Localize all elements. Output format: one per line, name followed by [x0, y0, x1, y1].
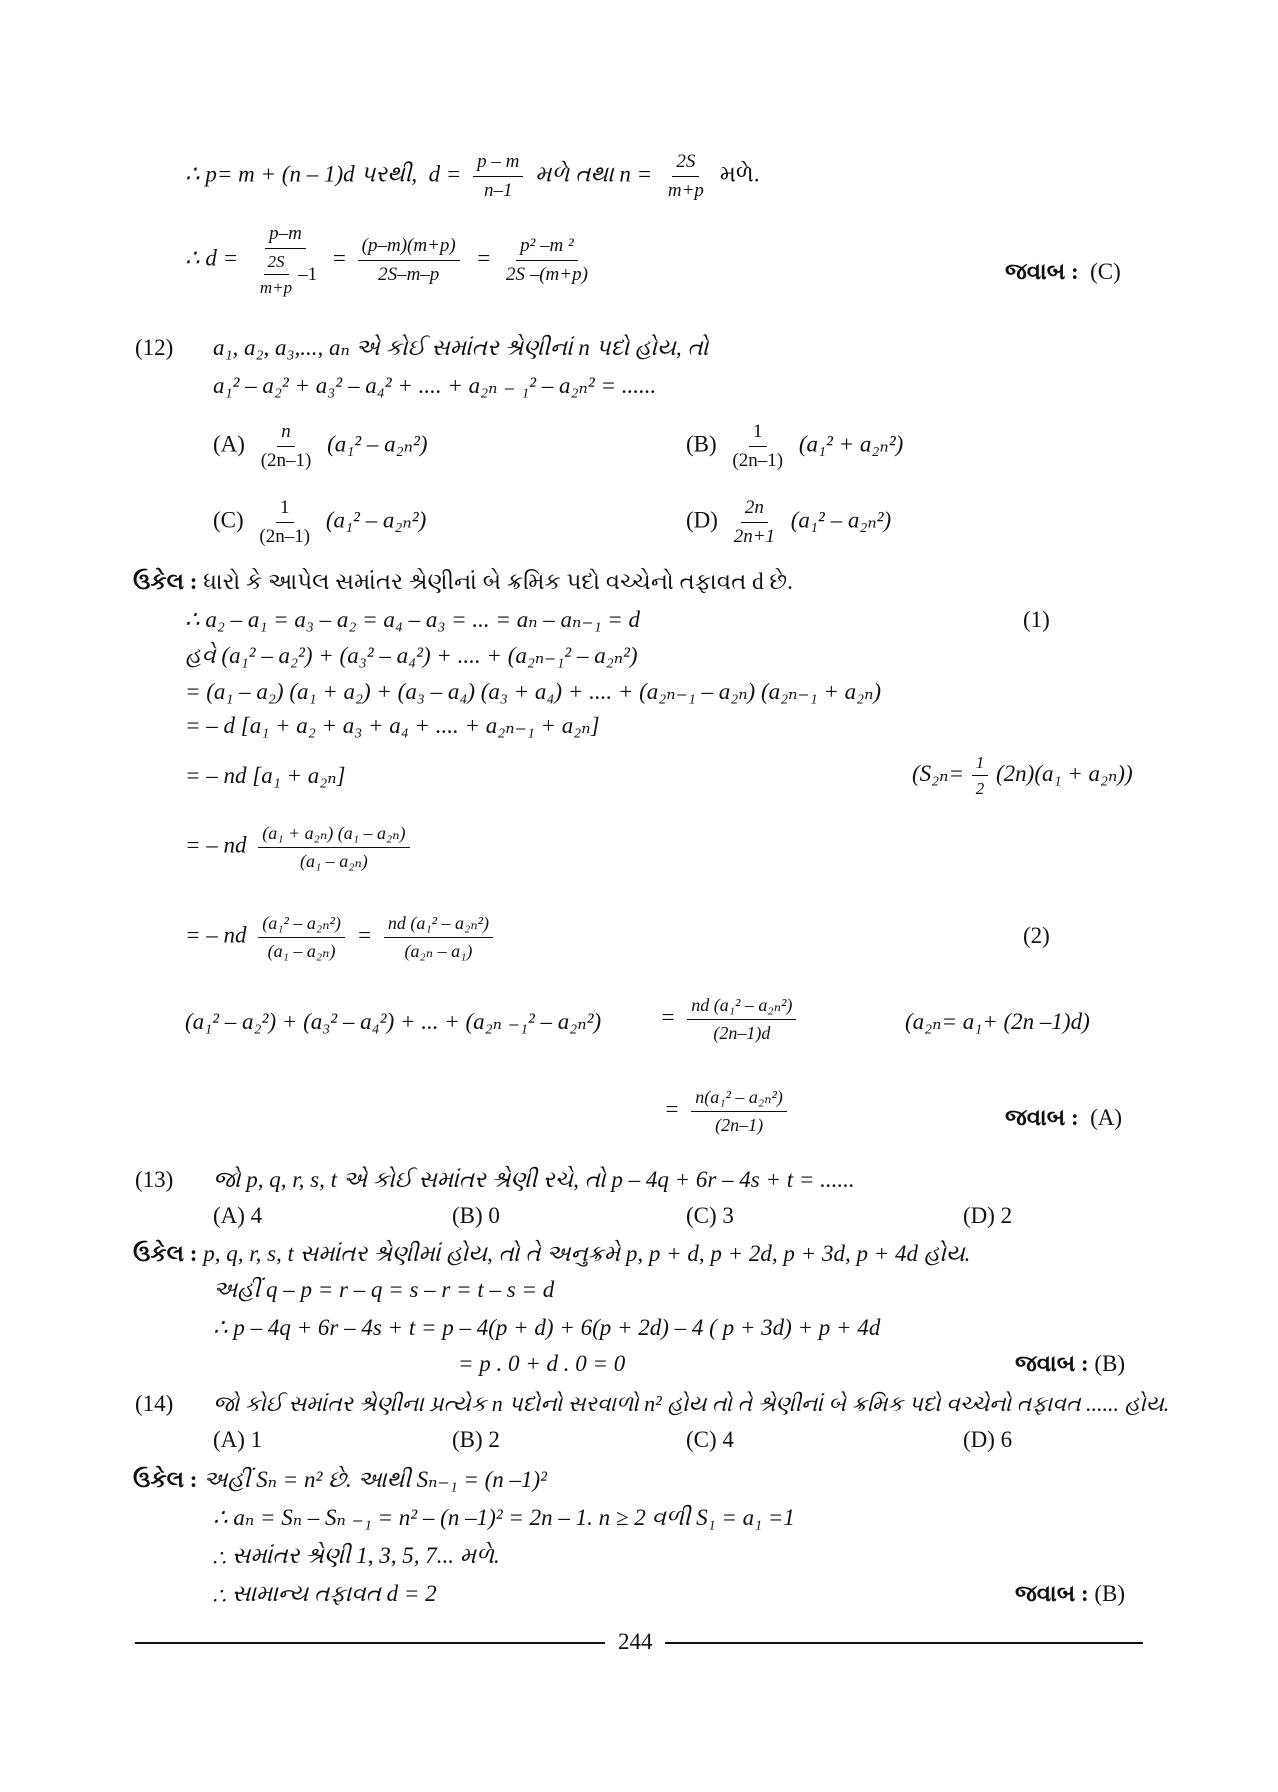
footer-rule-left — [135, 1642, 605, 1644]
q11-line2-frac2 — [358, 234, 460, 287]
q13-option-b: (B) 0 — [452, 1203, 500, 1228]
q13-answer-label: જવાબ : — [1015, 1351, 1089, 1376]
q12-option-a-tail: (a₁² – a₂ₙ²) — [327, 431, 428, 457]
q14-solution-label: ઉકેલ : — [133, 1467, 198, 1492]
q11-line2-f2-num: (p–m)(m+p) — [358, 234, 460, 261]
q13-step-3: ∴ p – 4q + 6r – 4s + t = p – 4(p + d) + 6(p + 2d) – 4 ( p + 3d) + p + 4d — [213, 1315, 881, 1340]
q13-answer — [1015, 1350, 1125, 1379]
q12-step-5-note — [912, 752, 1133, 800]
q12-step-2: હવે (a₁² – a₂²) + (a₃² – a₄²) + .... + (a₂ₙ₋₁² – a₂ₙ²) — [185, 643, 638, 668]
q13-solution-label: ઉકેલ : — [133, 1241, 198, 1266]
q12-step-5-note-frac — [972, 752, 989, 800]
q11-line2-f2-den: 2S–m–p — [378, 263, 440, 285]
q12-step-1-tag: (1) — [1023, 607, 1050, 632]
q13-stem: જો p, q, r, s, t એ કોઈ સમાંતર શ્રેણી રચે, તો p – 4q + 6r – 4s + t = ...... — [213, 1167, 855, 1192]
q11-frac1-num: p – m — [473, 150, 523, 177]
q11-line2-f1-den-tail: –1 — [298, 263, 318, 285]
q11-line1-prefix: ∴ p= m + (n – 1)d પરથી, — [185, 161, 418, 187]
q11-line2-f3-den: 2S –(m+p) — [505, 263, 588, 285]
q14-stem: જો કોઈ સમાંતર શ્રેણીના પ્રત્યેક n પદોનો સરવાળો n² હોય તો તે શ્રેણીનાં બે ક્રમિક પદો વચ્ચેનો તફાવત ...... હોય. — [213, 1391, 1170, 1416]
q12-step-9 — [664, 1086, 793, 1136]
q14-step-1: અહીં Sₙ = n² છે. આથી Sₙ₋₁ = (n –1)² — [203, 1467, 548, 1492]
q11-frac2 — [664, 150, 708, 203]
q12-stem-line1: a₁, a₂, a₃,..., aₙ એ કોઈ સમાંતર શ્રેણીનાં n પદો હોય, તો — [213, 335, 709, 360]
q11-frac2-num: 2S — [672, 150, 699, 177]
q13-number: (13) — [135, 1167, 174, 1192]
q13-solution-line1 — [133, 1240, 970, 1269]
q11-line2-f1-num: p–m — [265, 222, 306, 249]
q12-answer — [1005, 1104, 1122, 1133]
q11-line2-f1-den — [250, 249, 321, 299]
q11-line2-eq1: = — [332, 245, 346, 271]
q11-line2-eq2: = — [477, 245, 491, 271]
q12-step-9-num: n(a₁² – a₂ₙ²) — [691, 1086, 787, 1112]
q13-step-4: = p . 0 + d . 0 = 0 — [458, 1351, 626, 1376]
q12-step-8-den: (2n–1)d — [713, 1022, 771, 1043]
q11-line2-f3-num: p² –m ² — [516, 234, 578, 261]
q13-option-c: (C) 3 — [686, 1203, 734, 1228]
q12-step-8-num: nd (a₁² – a₂ₙ²) — [687, 994, 796, 1020]
q11-line2-prefix: ∴ d = — [185, 245, 239, 271]
q13-step-1: p, q, r, s, t સમાંતર શ્રેણીમાં હોય, તો તે અનુક્રમે p, p + d, p + 2d, p + 3d, p + 4d હોય. — [203, 1241, 971, 1266]
q12-step-8-frac — [687, 994, 796, 1044]
q14-solution-line1 — [133, 1466, 547, 1495]
q12-stem-line2: a₁² – a₂² + a₃² – a₄² + .... + a₂ₙ ₋ ₁² – a₂ₙ² = ...... — [213, 373, 657, 398]
q12-option-c-den: (2n–1) — [259, 525, 311, 547]
q11-frac1 — [473, 150, 523, 203]
q12-option-b-tail: (a₁² + a₂ₙ²) — [798, 431, 904, 457]
q12-step-8-eq: = — [660, 1004, 676, 1030]
q12-step-9-eq: = — [664, 1096, 680, 1122]
q14-answer — [1015, 1580, 1125, 1609]
q12-option-d — [686, 496, 891, 549]
q11-line1 — [185, 150, 760, 203]
q13-step-2: અહીં q – p = r – q = s – r = t – s = d — [213, 1277, 555, 1302]
q12-option-d-den: 2n+1 — [733, 525, 776, 547]
q12-step-1: ∴ a₂ – a₁ = a₃ – a₂ = a₄ – a₃ = ... = aₙ – aₙ₋₁ = d — [185, 607, 640, 632]
q12-step-5: = – nd [a₁ + a₂ₙ] — [185, 763, 346, 788]
q12-step-4: = – d [a₁ + a₂ + a₃ + a₄ + .... + a₂ₙ₋₁ + a₂ₙ] — [185, 713, 600, 738]
q11-answer-value: (C) — [1090, 259, 1121, 284]
q12-step-7-pre: = – nd — [185, 922, 247, 948]
q12-step-7-num1: (a₁² – a₂ₙ²) — [258, 912, 345, 938]
q13-option-a: (A) 4 — [213, 1203, 263, 1228]
q14-option-b: (B) 2 — [452, 1427, 500, 1452]
q12-step-7-eq: = — [356, 922, 373, 948]
q12-step-9-den: (2n–1) — [715, 1114, 764, 1135]
q11-line1-mid: મળે તથા n = — [535, 161, 653, 187]
q13-answer-value: (B) — [1094, 1351, 1126, 1376]
q12-option-a-num: n — [277, 420, 295, 447]
q11-line2-f1-den-num: 2S — [264, 251, 289, 275]
q11-line2-f1-den-den: m+p — [259, 278, 293, 297]
q12-step-7-frac1 — [258, 912, 345, 962]
q14-step-3: ∴ સમાંતર શ્રેણી 1, 3, 5, 7... મળે. — [213, 1543, 500, 1568]
q12-step-6-pre: = – nd — [185, 832, 247, 858]
q14-answer-value: (B) — [1094, 1581, 1126, 1606]
q12-option-d-tail: (a₁² – a₂ₙ²) — [790, 507, 892, 533]
q12-solution-intro — [133, 568, 793, 597]
q12-step-5-note-den: 2 — [975, 779, 985, 799]
q12-step-7-tag: (2) — [1023, 923, 1050, 948]
q12-option-c-frac — [255, 496, 314, 549]
q11-line2-frac1 — [250, 222, 321, 298]
q14-answer-label: જવાબ : — [1015, 1581, 1089, 1606]
q12-step-6-frac — [258, 822, 409, 872]
q12-option-d-frac — [730, 496, 779, 549]
q12-step-9-frac — [691, 1086, 787, 1136]
q12-option-a — [213, 420, 428, 473]
q12-option-a-label: (A) — [213, 431, 245, 457]
q12-step-8-rhs — [660, 994, 802, 1044]
q12-step-6 — [185, 822, 416, 872]
q11-line2 — [185, 222, 598, 298]
q12-option-c — [213, 496, 426, 549]
q12-step-7-den1: (a₁ – a₂ₙ) — [267, 940, 336, 961]
q14-option-c: (C) 4 — [686, 1427, 734, 1452]
q12-step-5-note-post: (2n)(a₁ + a₂ₙ)) — [996, 761, 1133, 787]
q11-frac1-den: n–1 — [484, 179, 513, 201]
q12-solution-intro-text: ધારો કે આપેલ સમાંતર શ્રેણીનાં બે ક્રમિક પદો વચ્ચેનો તફાવત d છે. — [203, 569, 793, 594]
q14-option-a: (A) 1 — [213, 1427, 263, 1452]
q14-step-4: ∴ સામાન્ય તફાવત d = 2 — [213, 1581, 437, 1606]
q12-option-c-tail: (a₁² – a₂ₙ²) — [325, 507, 427, 533]
q11-line1-end: મળે. — [719, 161, 760, 187]
q14-number: (14) — [135, 1391, 174, 1416]
q12-option-a-frac — [257, 420, 316, 473]
q12-option-b — [686, 420, 903, 473]
q11-frac2-den: m+p — [667, 179, 704, 201]
q12-step-6-num: (a₁ + a₂ₙ) (a₁ – a₂ₙ) — [258, 822, 409, 848]
q12-option-d-label: (D) — [686, 507, 718, 533]
q12-step-3: = (a₁ – a₂) (a₁ + a₂) + (a₃ – a₄) (a₃ + a₄) + .... + (a₂ₙ₋₁ – a₂ₙ) (a₂ₙ₋₁ + a₂ₙ) — [185, 679, 882, 704]
q12-option-b-den: (2n–1) — [732, 449, 784, 471]
q14-option-d: (D) 6 — [963, 1427, 1013, 1452]
q12-step-5-note-pre: (S₂ₙ= — [912, 761, 964, 787]
q14-step-2: ∴ aₙ = Sₙ – Sₙ ₋₁ = n² – (n –1)² = 2n – 1. n ≥ 2 વળી S₁ = a₁ =1 — [213, 1505, 795, 1530]
q12-option-c-label: (C) — [213, 507, 244, 533]
q12-option-b-frac — [728, 420, 787, 473]
q11-answer-label: જવાબ : — [1005, 259, 1079, 284]
q12-step-7-frac2 — [384, 912, 493, 962]
q12-answer-label: જવાબ : — [1005, 1105, 1079, 1130]
q12-step-7 — [185, 912, 499, 962]
q12-step-8-lhs: (a₁² – a₂²) + (a₃² – a₄²) + ... + (a₂ₙ ₋₁² – a₂ₙ²) — [185, 1009, 602, 1034]
q12-option-a-den: (2n–1) — [260, 449, 312, 471]
q12-step-6-den: (a₁ – a₂ₙ) — [300, 850, 368, 871]
footer-rule-right — [665, 1642, 1143, 1644]
q12-step-8-note: (a₂ₙ= a₁+ (2n –1)d) — [905, 1009, 1090, 1034]
q12-solution-label: ઉકેલ : — [133, 569, 198, 594]
q11-line1-d: d = — [428, 161, 462, 187]
q12-answer-value: (A) — [1090, 1105, 1123, 1130]
q12-option-c-num: 1 — [276, 496, 294, 523]
page-number: 244 — [618, 1629, 653, 1654]
q13-option-d: (D) 2 — [963, 1203, 1013, 1228]
q12-step-7-den2: (a₂ₙ – a₁) — [404, 940, 473, 961]
q12-option-b-label: (B) — [686, 431, 717, 457]
q12-step-7-num2: nd (a₁² – a₂ₙ²) — [384, 912, 493, 938]
q11-answer — [1005, 258, 1121, 287]
q12-number: (12) — [135, 335, 174, 360]
q12-option-d-num: 2n — [741, 496, 768, 523]
q11-line2-frac3 — [502, 234, 592, 287]
q12-option-b-num: 1 — [749, 420, 767, 447]
q12-step-5-note-num: 1 — [972, 752, 989, 776]
